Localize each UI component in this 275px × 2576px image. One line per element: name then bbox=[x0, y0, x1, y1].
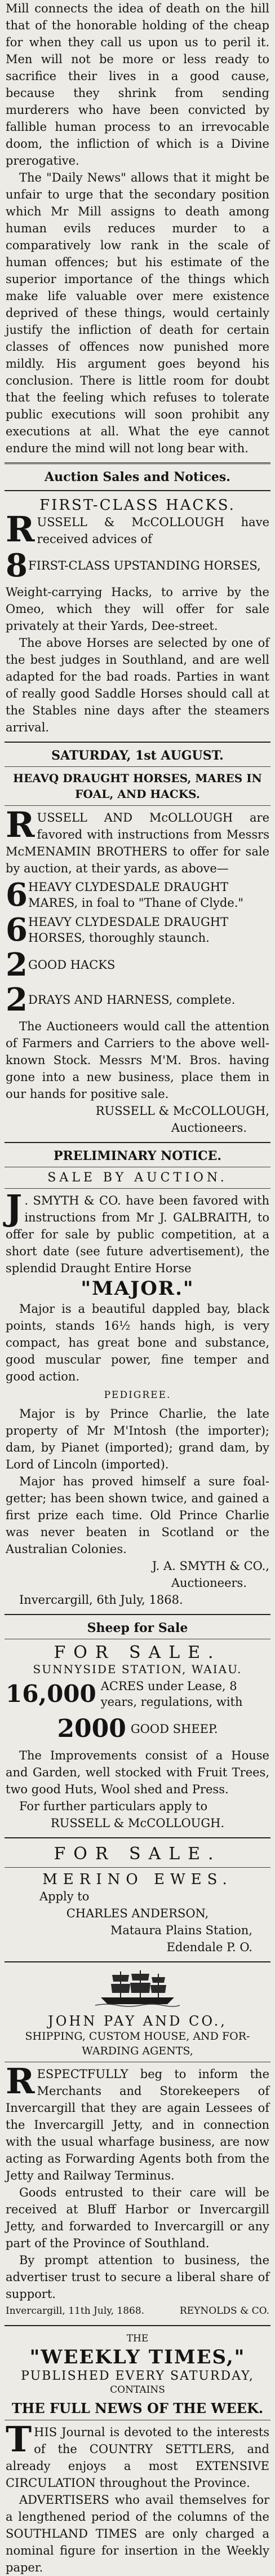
ad-signature-role: Auctioneers. bbox=[171, 1121, 247, 1135]
quantity-label: GOOD HACKS bbox=[28, 958, 116, 972]
ad-subheading: SHIPPING, CUSTOM HOUSE, AND FOR-WARDING AGENTS, bbox=[25, 2030, 250, 2057]
ad-date: Invercargill, 11th July, 1868. bbox=[6, 2305, 145, 2317]
divider bbox=[5, 1188, 270, 1189]
ad-weekly-times bbox=[0, 2332, 275, 2576]
numbered-line bbox=[6, 913, 269, 947]
ad-body: Goods entrusted to their care will be received at Bluff Harbor or Invercargill Jetty, and forwarded to Invercargill or any part of the Province of Southland. bbox=[6, 2186, 269, 2250]
quantity-label: ACRES under Lease, 8 years, regulations, with bbox=[100, 1679, 243, 1709]
dropcap: T bbox=[6, 2419, 32, 2460]
dropcap: R bbox=[6, 509, 35, 550]
divider bbox=[5, 462, 270, 464]
quantity-label: GOOD SHEEP. bbox=[130, 1722, 218, 1736]
divider bbox=[5, 1142, 270, 1143]
divider bbox=[5, 1837, 270, 1838]
divider bbox=[5, 2325, 270, 2326]
ad-body: ADVERTISERS who avail themselves for a lengthened period of the columns of the SOUTHLAND TIMES are only charged a nominal figure for insertion in the Weekly paper. bbox=[6, 2493, 269, 2574]
apply-to: Apply to bbox=[39, 1890, 90, 1903]
numbered-line bbox=[6, 549, 269, 583]
ad-date: Invercargill, 6th July, 1868. bbox=[19, 1593, 183, 1607]
contact-place: Edendale P. O. bbox=[166, 1940, 252, 1954]
dropcap: R bbox=[6, 2061, 35, 2102]
ad-subheading: SALE BY AUCTION. bbox=[47, 1171, 228, 1185]
numbered-line bbox=[6, 1712, 269, 1746]
ad-heading: FOR SALE. bbox=[54, 1844, 221, 1864]
ad-body-2: By prompt attention to business, the advertiser trust to secure a liberal share of support. bbox=[6, 2253, 269, 2301]
quantity: 2 bbox=[6, 981, 28, 1018]
ad-heading: JOHN PAY AND CO., bbox=[48, 2013, 227, 2029]
numbered-line bbox=[6, 878, 269, 912]
divider bbox=[5, 805, 270, 806]
ad-body-2: Major is by Prince Charlie, the late property of Mr M'Intosh (the importer); dam, by Pianet (imported); grand dam, by Lord of Lincoln (imported). bbox=[6, 1407, 269, 1471]
horse-name: "MAJOR." bbox=[81, 1277, 194, 1300]
contact-station: Mataura Plains Station, bbox=[110, 1924, 252, 1937]
ad-john-pay bbox=[0, 1968, 275, 2319]
divider bbox=[5, 742, 270, 743]
ad-signature: REYNOLDS & CO. bbox=[179, 2305, 269, 2317]
dropcap: J bbox=[6, 1187, 23, 1228]
ad-sheep-for-sale bbox=[0, 1621, 275, 1832]
ad-body: Major is a beautiful dappled bay, black points, stands 16½ hands high, is very compact, has great bone and substance, good muscular power, fine temper and good action. bbox=[6, 1302, 269, 1383]
ad-intro: USSELL & McCOLLOUGH have received advices of bbox=[37, 515, 269, 546]
contact-name: CHARLES ANDERSON, bbox=[66, 1907, 209, 1920]
divider bbox=[5, 490, 270, 491]
ad-heading: HEAVQ DRAUGHT HORSES, MARES IN FOAL, AND HACKS. bbox=[13, 771, 262, 801]
contains-label: CONTAINS bbox=[110, 2384, 165, 2396]
top-paragraph-2: The "Daily News" allows that it might be unfair to urge that the secondary position which Mr Mill assigns to death among human evils reduces murder to a comparatively low rank in the scale of human offences; but his estimate of the superior importance of the things which make life valuable over mere existence deprived of these things, would certainly justify the infliction of death for certain classes of offences now punished more mildly. His argument goes beyond his conclusion. There is little room for doubt that the feeling which refuses to tolerate public executions will soon prohibit any executions at all. What the eye cannot endure the mind will not long bear with. bbox=[6, 171, 269, 455]
ad-subheading: PUBLISHED EVERY SATURDAY, bbox=[21, 2369, 254, 2383]
divider bbox=[5, 1961, 270, 1962]
top-paragraph-1: Mill connects the idea of death on the hill that of the honorable holding of the cheap for when they call us upon us to peril it. Men will not be more or less ready to sacrifice their lives in a good cause, because they shrink from sending murderers who have been convicted by fallible human process to an irrevocable doom, the infliction of which is a Divine prerogative. bbox=[6, 2, 269, 167]
quantity: 16,000 bbox=[6, 1680, 96, 1708]
ad-signature-role: Auctioneers. bbox=[171, 1576, 247, 1590]
ad-body: The Auctioneers would call the attention of Farmers and Carriers to the above well-known Stock. Messrs M'M. Bros. having gone into a new business, place them in our hands for positive sale. bbox=[6, 1020, 269, 1101]
quantity-label: DRAYS AND HARNESS, complete. bbox=[28, 993, 236, 1007]
ad-heading: "WEEKLY TIMES," bbox=[29, 2346, 246, 2368]
numbered-line bbox=[6, 1677, 269, 1711]
ad-pre-title: THE bbox=[126, 2333, 149, 2344]
ad-intro: ESPECTFULLY beg to inform the Merchants and Storekeepers of Invercargill that they are again Lessees of the Invercargill Jetty, and in connection with the usual wharfage business, are now acting as Forwarding Agents both from the Jetty and Railway Terminus. bbox=[6, 2067, 269, 2182]
ad-preliminary-notice bbox=[0, 1149, 275, 1608]
ad-tagline: THE FULL NEWS OF THE WEEK. bbox=[11, 2400, 264, 2416]
section-title-sheep: Sheep for Sale bbox=[87, 1621, 188, 1635]
dropcap: R bbox=[6, 804, 35, 845]
ad-body-2: The above Horses are selected by one of the best judges in Southland, and are well adapted for the bad roads. Parties in want of really good Saddle Horses should call at the Stables nine days after the steamers arrival. bbox=[6, 636, 269, 734]
section-title-auction: Auction Sales and Notices. bbox=[45, 470, 230, 484]
quantity: 8 bbox=[6, 547, 28, 584]
ad-subheading: MERINO EWES. bbox=[42, 1871, 233, 1888]
ad-date: SATURDAY, 1st AUGUST. bbox=[51, 748, 224, 763]
ad-intro: HIS Journal is devoted to the interests of the COUNTRY SETTLERS, and already enjoys a most EXTENSIVE CIRCULATION throughout the Province. bbox=[6, 2425, 269, 2490]
ad-heading: FOR SALE. bbox=[54, 1643, 221, 1662]
quantity: 6 bbox=[6, 876, 28, 914]
ad-body: The Improvements consist of a House and Garden, well stocked with Fruit Trees, two good Huts, Wool shed and Press. bbox=[6, 1749, 269, 1796]
ad-signature: RUSSELL & McCOLLOUGH. bbox=[50, 1816, 225, 1830]
ad-merino-ewes bbox=[0, 1844, 275, 1956]
quantity: 2 bbox=[6, 946, 28, 983]
ad-heading: FIRST-CLASS HACKS. bbox=[39, 497, 236, 514]
ad-body-3: Major has proved himself a sure foal-getter; has been shown twice, and gained a first prize each time. Old Prince Charlie was never beaten in Scotland or the Australian Colonies. bbox=[6, 1475, 269, 1556]
ad-body: Weight-carrying Hacks, to arrive by the Omeo, which they will offer for sale privately at their Yards, Dee-street. bbox=[6, 585, 269, 633]
divider bbox=[5, 1614, 270, 1615]
quantity-label: FIRST-CLASS UPSTANDING HORSES, bbox=[28, 559, 261, 572]
ad-signature: J. A. SMYTH & CO., bbox=[152, 1559, 269, 1573]
ad-heading: PRELIMINARY NOTICE. bbox=[53, 1149, 222, 1163]
ad-body-2: For further particulars apply to bbox=[19, 1799, 208, 1813]
ad-first-class-hacks bbox=[0, 497, 275, 736]
quantity-label: HEAVY CLYDESDALE DRAUGHT MARES, in foal to "Thane of Clyde." bbox=[28, 880, 244, 910]
ad-draught-horses bbox=[0, 748, 275, 1136]
divider bbox=[5, 1867, 270, 1868]
numbered-line bbox=[6, 983, 269, 1017]
ad-footer bbox=[6, 2302, 269, 2319]
quantity: 2000 bbox=[57, 1714, 126, 1743]
ad-subheading: SUNNYSIDE STATION, WAIAU. bbox=[33, 1662, 242, 1676]
ad-signature: RUSSELL & McCOLLOUGH, bbox=[95, 1104, 269, 1118]
numbered-line bbox=[6, 948, 269, 982]
pedigree-label: PEDIGREE. bbox=[104, 1390, 171, 1401]
ad-intro: USSELL AND McOLLOUGH are favored with instructions from Messrs McMENAMIN BROTHERS to offer for sale by auction, at their yards, as above— bbox=[6, 811, 269, 875]
quantity-label: HEAVY CLYDESDALE DRAUGHT HORSES, thoroughly staunch. bbox=[28, 915, 229, 945]
divider bbox=[5, 766, 270, 767]
ad-intro: . SMYTH & CO. have been favored with instructions from Mr J. GALBRAITH, to offer for sale by public competition, at a short date (see future advertisement), the splendid Draught Entire Horse bbox=[6, 1194, 269, 1275]
quantity: 6 bbox=[6, 911, 28, 949]
ship-icon bbox=[95, 1968, 180, 2009]
